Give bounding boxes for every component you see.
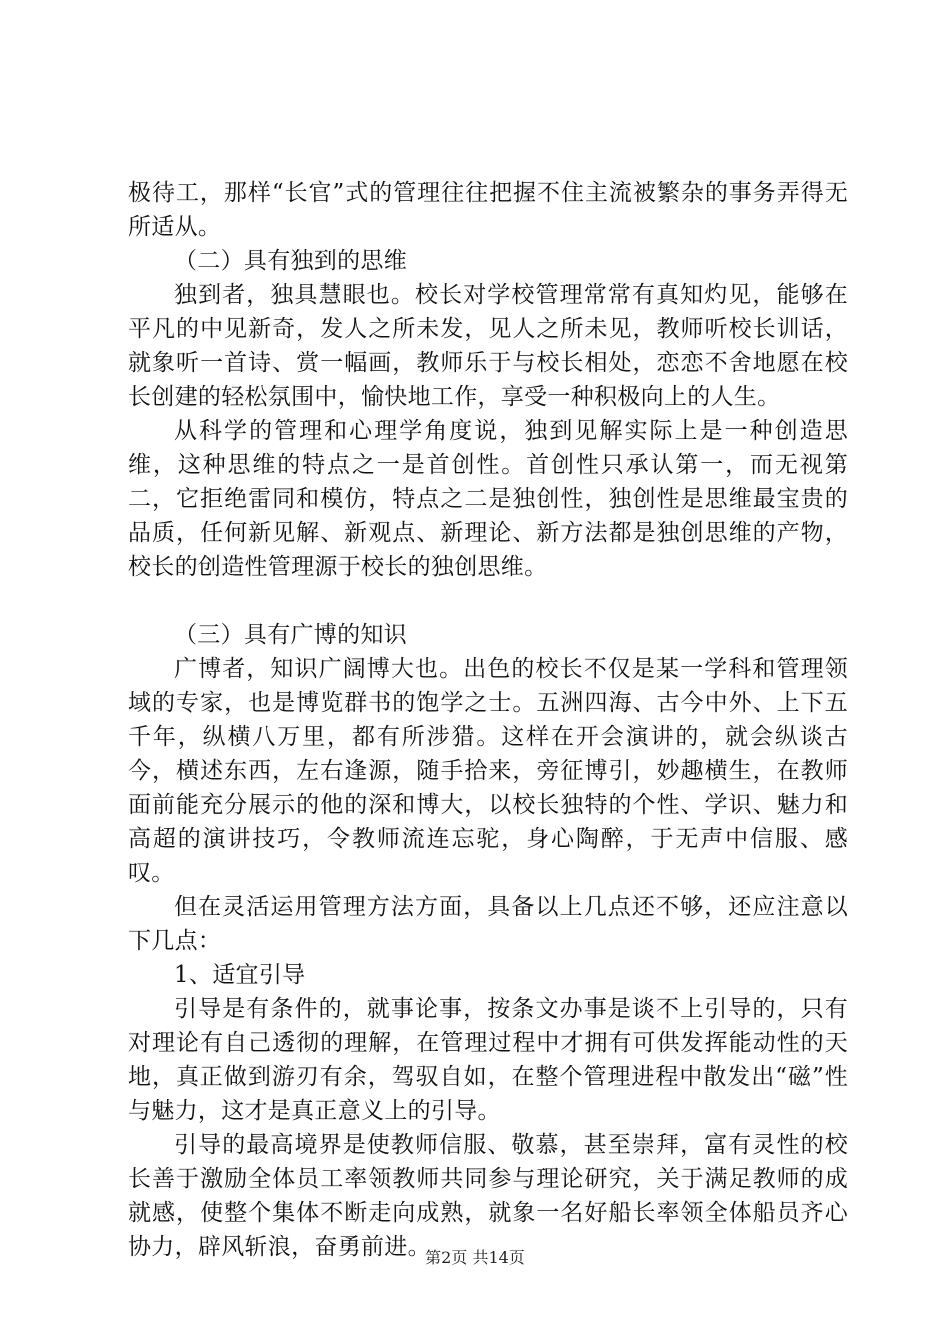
section-heading-3: （三）具有广博的知识: [174, 622, 407, 648]
page-footer: 第2页 共14页: [425, 1248, 525, 1267]
paragraph: 广博者，知识广阔博大也。出色的校长不仅是某一学科和管理领域的专家，也是博览群书的饱学之士。五洲四海、古今中外、上下五千年，纵横八万里，都有所涉猎。这样在开会演讲的，就会纵谈古今，横述东西，左右逢源，随手拾来，旁征博引，妙趣横生，在教师面前能充分展示的他的深和博大，以校长独特的个性、学识、魅力和高超的演讲技巧，令教师流连忘驼，身心陶醉，于无声中信服、感叹。: [128, 656, 848, 886]
paragraph-continuation: 极待工，那样“长官”式的管理往往把握不住主流被繁杂的事务弄得无所适从。: [128, 180, 848, 240]
paragraph: 但在灵活运用管理方法方面，具备以上几点还不够，还应注意以下几点：: [128, 894, 848, 954]
paragraph: 引导的最高境界是使教师信服、敬慕，甚至崇拜，富有灵性的校长善于激励全体员工率领教师共同参与理论研究，关于满足教师的成就感，使整个集体不断走向成熟，就象一名好船长率领全体船员齐心协力，辟风斩浪，奋勇前进。: [128, 1132, 848, 1260]
paragraph: 从科学的管理和心理学角度说，独到见解实际上是一种创造思维，这种思维的特点之一是首创性。首创性只承认第一，而无视第二，它拒绝雷同和模仿，特点之二是独创性，独创性是思维最宝贵的品质，任何新见解、新观点、新理论、新方法都是独创思维的产物，校长的创造性管理源于校长的独创思维。: [128, 418, 848, 580]
paragraph: 独到者，独具慧眼也。校长对学校管理常常有真知灼见，能够在平凡的中见新奇，发人之所未发，见人之所未见，教师听校长训话，就象听一首诗、赏一幅画，教师乐于与校长相处，恋恋不舍地愿在校长创建的轻松氛围中，愉快地工作，享受一种积极向上的人生。: [128, 282, 848, 410]
document-body: [128, 176, 848, 1264]
subsection-heading-1: 1、适宜引导: [174, 962, 306, 988]
section-heading-2: （二）具有独到的思维: [174, 248, 407, 274]
paragraph: 引导是有条件的，就事论事，按条文办事是谈不上引导的，只有对理论有自己透彻的理解，在管理过程中才拥有可供发挥能动性的天地，真正做到游刃有余，驾驭自如，在整个管理进程中散发出“磁”性与魅力，这才是真正意义上的引导。: [128, 996, 848, 1124]
paragraph-gap: [128, 584, 848, 618]
